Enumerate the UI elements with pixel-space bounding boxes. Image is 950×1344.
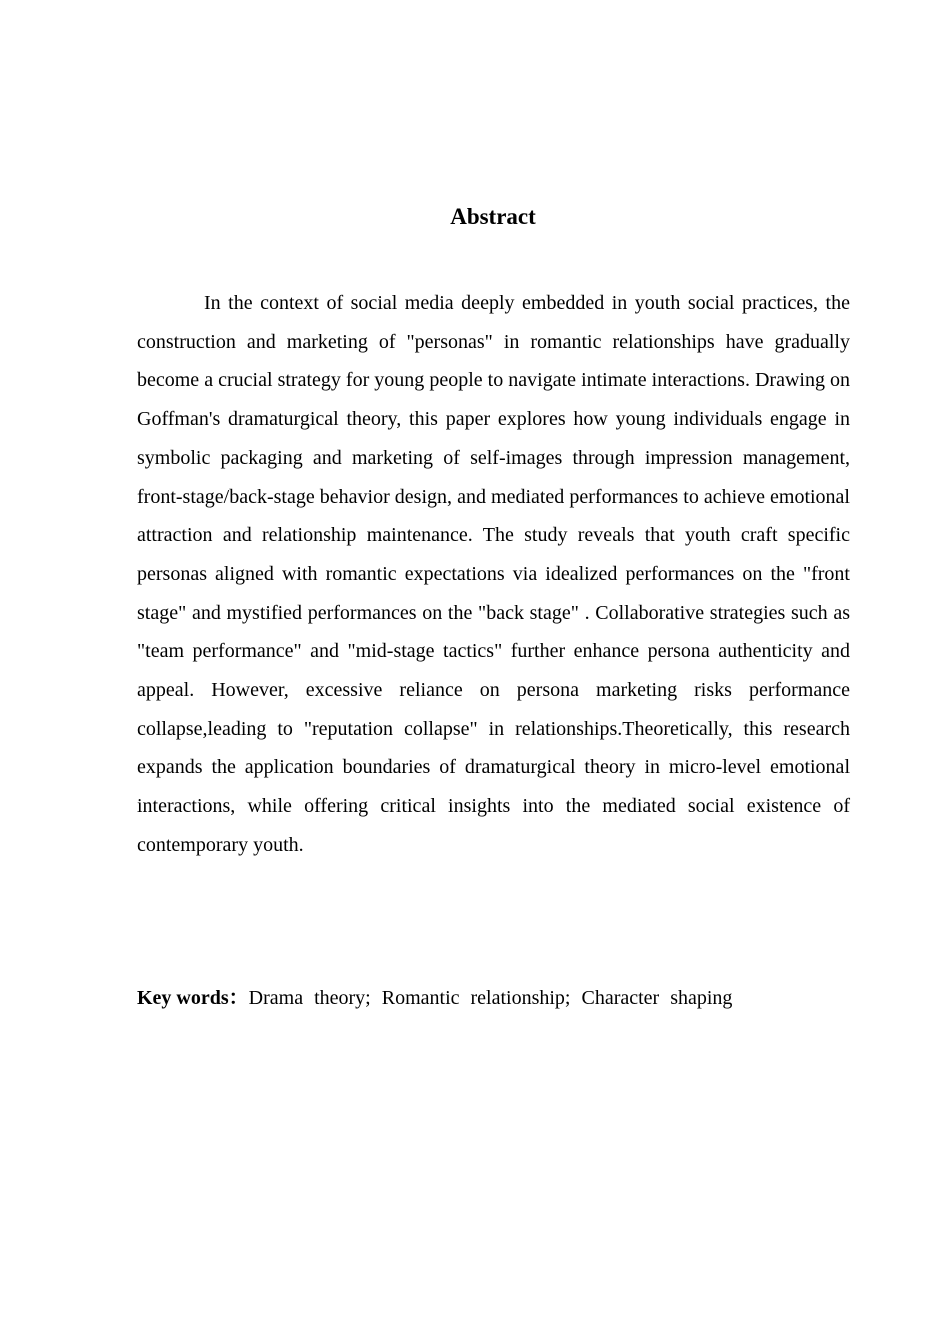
abstract-body: In the context of social media deeply embedded in youth social practices, the construction and marketing of "personas" in romantic relationships have gradually become a crucial strategy for young people to navigate intimate interactions. Drawing on Goffman's dramaturgical theory, this paper explores how young individuals engage in symbolic packaging and marketing of self-images through impression management, front-stage/back-stage behavior design, and mediated performances to achieve emotional attraction and relationship maintenance. The study reveals that youth craft specific personas aligned with romantic expectations via idealized performances on the "front stage" and mystified performances on the "back stage" . Collaborative strategies such as "team performance" and "mid-stage tactics" further enhance persona authenticity and appeal. However, excessive reliance on persona marketing risks performance collapse,leading to "reputation collapse" in relationships.Theoretically, this research expands the application boundaries of dramaturgical theory in micro-level emotional interactions, while offering critical insights into the mediated social existence of contemporary youth.	[137, 292, 850, 856]
keywords-line	[137, 983, 850, 1013]
abstract-title: Abstract	[450, 204, 536, 229]
keywords-values: Drama theory; Romantic relationship; Character shaping	[248, 987, 733, 1009]
keywords-label: Key words：	[137, 987, 249, 1009]
